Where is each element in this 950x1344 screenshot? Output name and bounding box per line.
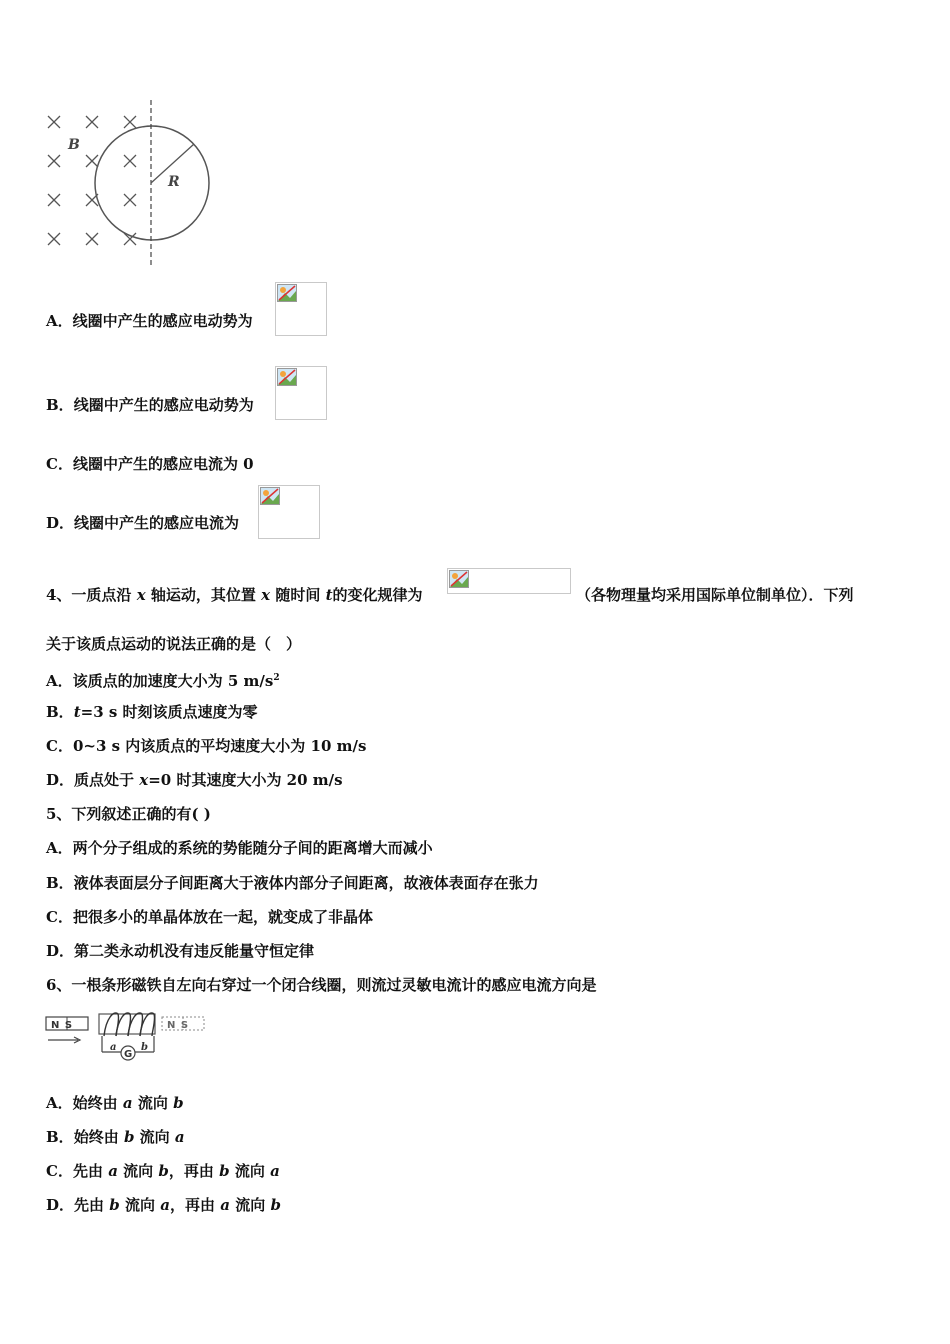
option-text: 流向 bbox=[139, 1128, 170, 1146]
q5-option-b[interactable]: B．液体表面层分子间距离大于液体内部分子间距离，故液体表面存在张力 bbox=[46, 874, 539, 892]
q5-option-c[interactable]: C．把很多小的单晶体放在一起，就变成了非晶体 bbox=[46, 908, 373, 926]
var: b bbox=[123, 1128, 135, 1146]
q4-option-a[interactable] bbox=[46, 668, 280, 691]
option-text: 线圈中产生的感应电流为 bbox=[74, 514, 240, 532]
var: b bbox=[270, 1196, 281, 1214]
option-text: 始终由 bbox=[73, 1128, 119, 1146]
option-text: 先由 bbox=[72, 1162, 103, 1180]
var-x: x bbox=[261, 586, 271, 604]
option-text: 流向 bbox=[137, 1094, 168, 1112]
option-label: B． bbox=[46, 1128, 74, 1146]
option-text: 0~3 s 内该质点的平均速度大小为 10 m/s bbox=[72, 737, 367, 755]
magnet-coil-galvanometer-figure bbox=[44, 1008, 214, 1064]
var: a bbox=[122, 1094, 133, 1112]
q3-option-b[interactable] bbox=[46, 395, 254, 415]
radius-r-label: R bbox=[168, 174, 180, 190]
option-text: 该质点的加速度大小为 5 m/s bbox=[72, 672, 274, 690]
option-label: A． bbox=[46, 312, 73, 330]
option-label: D． bbox=[46, 514, 75, 532]
q6-option-b[interactable] bbox=[46, 1127, 185, 1147]
q6-option-c[interactable] bbox=[46, 1161, 280, 1181]
option-label: D． bbox=[46, 771, 75, 789]
q4-option-d[interactable] bbox=[46, 770, 343, 790]
option-text: ，再由 bbox=[168, 1162, 214, 1180]
stem-text: 随时间 bbox=[275, 586, 321, 604]
option-label: B． bbox=[46, 396, 74, 414]
var: a bbox=[174, 1128, 185, 1146]
stem-text: 的变化规律为 bbox=[332, 586, 423, 604]
option-label: A． bbox=[46, 672, 73, 690]
magnet-right-label: N S bbox=[167, 1020, 190, 1031]
stem-text: 关于该质点运动的说法正确的是（ ） bbox=[46, 635, 302, 653]
var: a bbox=[220, 1196, 230, 1214]
stem-text: 4、一质点沿 bbox=[46, 586, 132, 604]
q6-stem: 6、一根条形磁铁自左向右穿过一个闭合线圈，则流过灵敏电流计的感应电流方向是 bbox=[46, 976, 597, 994]
q4-option-b[interactable] bbox=[46, 702, 258, 722]
option-text: 先由 bbox=[74, 1196, 105, 1214]
option-text: 线圈中产生的感应电动势为 bbox=[72, 312, 253, 330]
q6-option-a[interactable] bbox=[46, 1093, 184, 1113]
magnet-left-label: N S bbox=[51, 1020, 74, 1031]
option-label: D． bbox=[46, 1196, 75, 1214]
broken-image-icon bbox=[277, 284, 297, 302]
q5-stem: 5、下列叙述正确的有( ) bbox=[46, 805, 211, 823]
formula-image-placeholder bbox=[275, 366, 327, 420]
option-text: 流向 bbox=[235, 1196, 266, 1214]
broken-image-icon bbox=[260, 487, 280, 505]
option-text: =0 时其速度大小为 20 m/s bbox=[148, 771, 343, 789]
galvanometer-label: G bbox=[124, 1049, 133, 1060]
option-text: 线圈中产生的感应电动势为 bbox=[73, 396, 254, 414]
option-text: 线圈中产生的感应电流为 0 bbox=[72, 455, 254, 473]
option-text: 流向 bbox=[234, 1162, 265, 1180]
q4-stem-line2 bbox=[46, 634, 301, 654]
option-text: 流向 bbox=[123, 1162, 154, 1180]
var: b bbox=[109, 1196, 120, 1214]
stem-text: 轴运动，其位置 bbox=[150, 586, 256, 604]
terminal-b-label: b bbox=[141, 1042, 148, 1053]
var: b bbox=[158, 1162, 169, 1180]
q6-option-d[interactable] bbox=[46, 1195, 281, 1215]
formula-image-placeholder bbox=[447, 568, 571, 594]
option-text: 流向 bbox=[125, 1196, 156, 1214]
option-label: B． bbox=[46, 703, 74, 721]
var-x: x bbox=[139, 771, 149, 789]
q3-option-a[interactable] bbox=[46, 311, 253, 331]
q4-stem-line1 bbox=[46, 585, 423, 605]
var: a bbox=[108, 1162, 118, 1180]
option-label: C． bbox=[46, 737, 73, 755]
option-text: ，再由 bbox=[169, 1196, 215, 1214]
q5-option-d[interactable]: D．第二类永动机没有违反能量守恒定律 bbox=[46, 942, 315, 960]
option-label: C． bbox=[46, 455, 73, 473]
option-text: =3 s 时刻该质点速度为零 bbox=[80, 703, 258, 721]
broken-image-icon bbox=[277, 368, 297, 386]
stem-text: （各物理量均采用国际单位制单位）．下列 bbox=[576, 586, 854, 604]
var-t: t bbox=[325, 586, 333, 604]
var: a bbox=[270, 1162, 280, 1180]
magnetic-field-coil-figure bbox=[40, 96, 220, 268]
var: b bbox=[219, 1162, 230, 1180]
superscript: 2 bbox=[273, 673, 280, 683]
q4-stem-tail bbox=[576, 585, 854, 605]
option-label: A． bbox=[46, 1094, 73, 1112]
option-text: 质点处于 bbox=[74, 771, 135, 789]
field-b-label: B bbox=[68, 137, 80, 153]
q3-option-d[interactable] bbox=[46, 513, 239, 533]
q4-option-c[interactable] bbox=[46, 736, 366, 756]
broken-image-icon bbox=[449, 570, 469, 588]
q5-option-a[interactable]: A．两个分子组成的系统的势能随分子间的距离增大而减小 bbox=[46, 839, 433, 857]
formula-image-placeholder bbox=[275, 282, 327, 336]
terminal-a-label: a bbox=[110, 1042, 117, 1053]
option-text: 始终由 bbox=[72, 1094, 118, 1112]
var-x: x bbox=[136, 586, 146, 604]
var-t: t bbox=[73, 703, 81, 721]
var: b bbox=[173, 1094, 184, 1112]
q3-option-c[interactable] bbox=[46, 454, 254, 474]
formula-image-placeholder bbox=[258, 485, 320, 539]
var: a bbox=[160, 1196, 170, 1214]
option-label: C． bbox=[46, 1162, 73, 1180]
